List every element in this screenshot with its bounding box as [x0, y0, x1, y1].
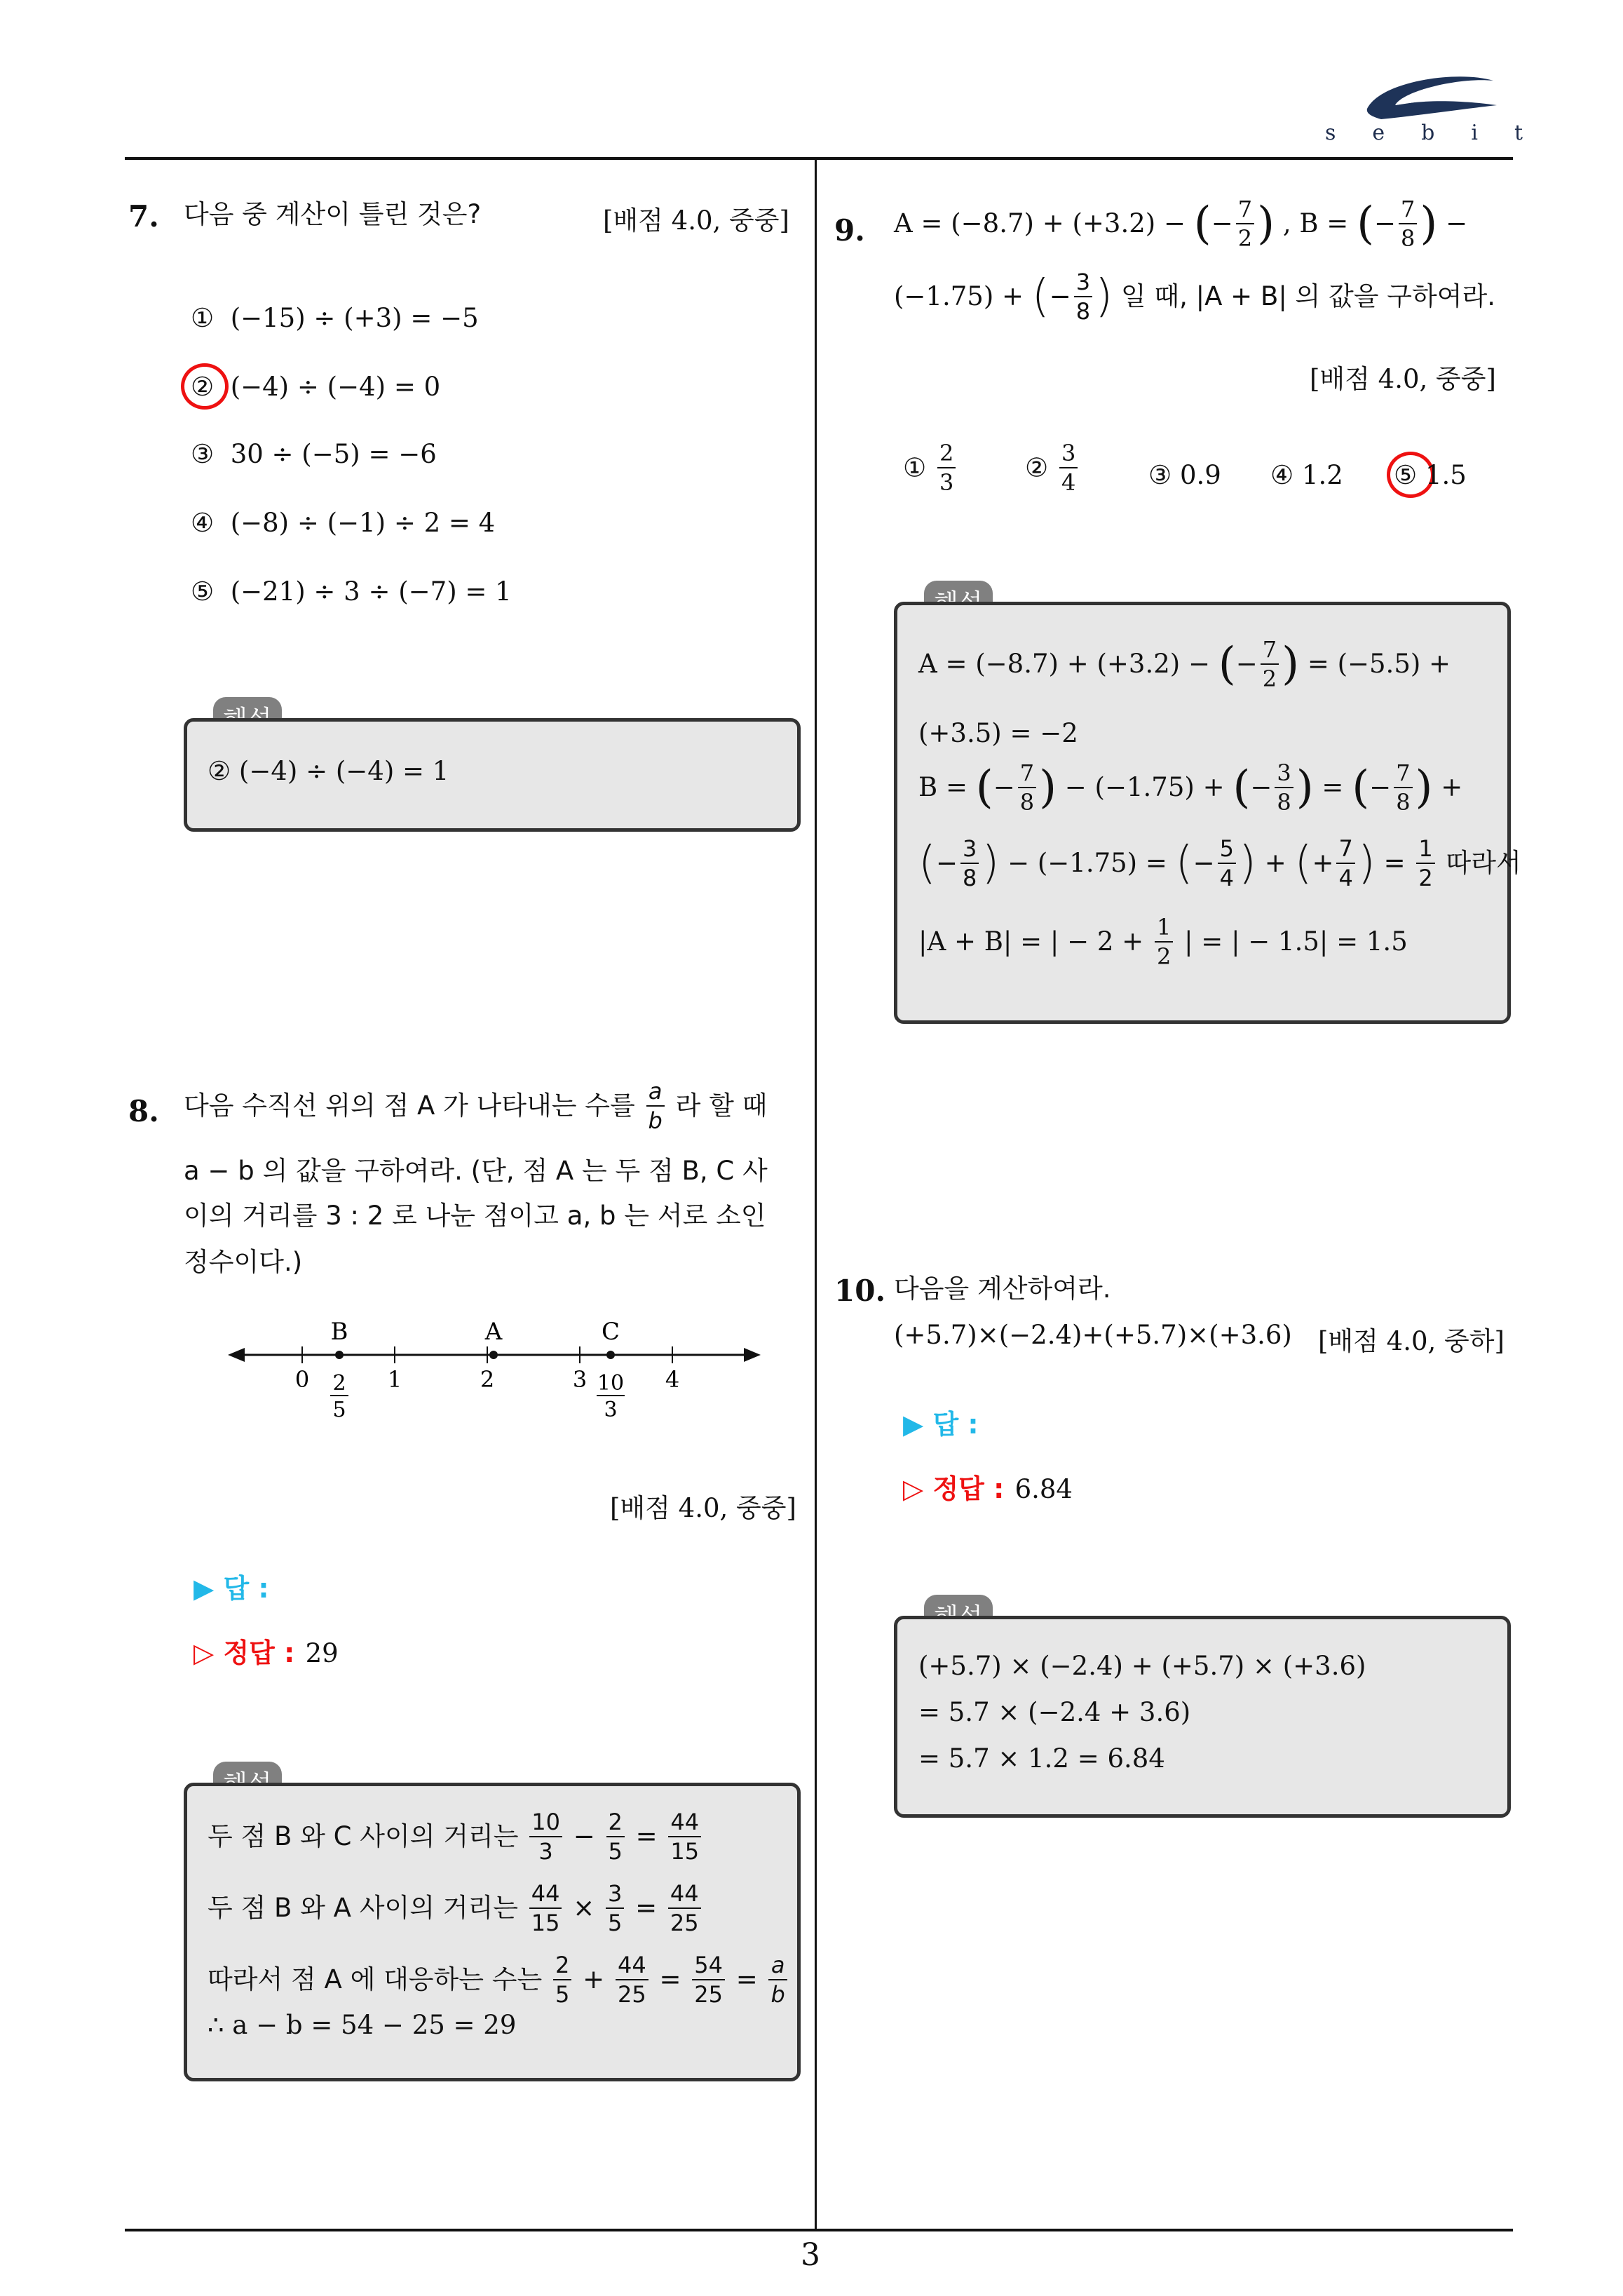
frac-den: 8	[1019, 789, 1035, 816]
choice-expr: (−8) ÷ (−1) ÷ 2 = 4	[230, 508, 496, 538]
frac-num: a	[768, 1954, 787, 1980]
choice-mark: ④	[191, 508, 215, 538]
choice-expr: (−4) ÷ (−4) = 0	[230, 372, 441, 402]
sol-text: = (−5.5) +	[1307, 648, 1451, 679]
frac-den: 5	[555, 1981, 570, 2008]
paren: )	[1257, 198, 1275, 250]
paren: )	[1238, 837, 1256, 889]
frac-den: 2	[1237, 225, 1253, 252]
paren: (	[1352, 762, 1370, 813]
frac-num: 5	[1218, 837, 1236, 864]
frac-num: 54	[692, 1954, 725, 1980]
sol-text: − (−1.75) =	[1007, 847, 1167, 878]
frac-den: 8	[1396, 789, 1411, 816]
q8-correct-value: 29	[305, 1638, 339, 1668]
paren: )	[982, 837, 1000, 889]
frac	[1018, 759, 1036, 816]
choice-mark: ②	[1025, 452, 1049, 483]
frac	[616, 1954, 648, 2006]
q8-line-1a: 다음 수직선 위의 점 A 가 나타내는 수를	[184, 1090, 635, 1121]
q7-choice-3[interactable]	[191, 439, 437, 469]
frac-num: 44	[529, 1882, 562, 1909]
paren: )	[1039, 762, 1057, 813]
frac	[1074, 271, 1092, 323]
q7-choice-4[interactable]	[191, 508, 495, 538]
q8-a-over-b	[646, 1080, 665, 1132]
b-frac-num: 2	[332, 1371, 346, 1396]
paren: )	[1415, 762, 1433, 813]
choice-mark: ⑤	[191, 576, 215, 607]
frac-den: 2	[1418, 865, 1433, 891]
choice-expr: 0.9	[1179, 460, 1221, 490]
frac	[768, 1954, 787, 2006]
paren: )	[1296, 762, 1314, 813]
b-frac-den: 5	[332, 1398, 346, 1422]
c-frac-den: 3	[604, 1398, 618, 1422]
q7-choice-5[interactable]	[191, 576, 512, 607]
paren: (	[1031, 271, 1050, 323]
q7-solution-text: ② (−4) ÷ (−4) = 1	[208, 756, 449, 786]
q8-correct-row	[193, 1631, 339, 1670]
q8-line-1	[184, 1080, 767, 1132]
q8-sol-line-1	[208, 1811, 704, 1863]
q8-sol-line-3	[208, 1954, 790, 2006]
q7-choice-2[interactable]	[191, 372, 440, 402]
q9-choice-4[interactable]	[1270, 460, 1343, 490]
paren: (	[1357, 198, 1375, 250]
sol-text: 두 점 B 와 C 사이의 거리는	[208, 1821, 519, 1851]
q10-correct-value: 6.84	[1014, 1474, 1073, 1504]
frac	[529, 1811, 562, 1863]
frac-num: 2	[606, 1811, 625, 1837]
q9-sol-line-2: (+3.5) = −2	[918, 718, 1078, 748]
label-a: A	[484, 1318, 503, 1346]
frac-den: 25	[670, 1910, 699, 1936]
q8-number: 8.	[128, 1094, 159, 1128]
frac	[960, 837, 979, 889]
frac-den: 8	[962, 865, 977, 891]
choice-mark: ①	[903, 452, 927, 483]
q9-score: [배점 4.0, 중중]	[1310, 364, 1496, 394]
frac	[668, 1811, 701, 1863]
frac-den: 3	[538, 1838, 553, 1865]
frac-num: a	[646, 1080, 665, 1107]
choice-mark: ③	[1148, 460, 1172, 490]
q9-sol-line-3: B = (− $\frac{7}{8}$ ) − (−1.75) + (− $\frac{3}{8}$ ) = (− $\frac{7}{8}$ ) +	[918, 759, 1463, 816]
frac-num: 7	[1018, 762, 1036, 788]
frac	[606, 1811, 625, 1863]
frac-num: 2	[553, 1954, 571, 1980]
q7-number: 7.	[128, 199, 159, 234]
frac-den: 25	[617, 1981, 646, 2008]
logo-text: sebit	[1325, 121, 1560, 145]
q9-sol-line-4: (− $\frac{3}{8}$ ) − (−1.75) = (− $\frac{5}{4}$ ) + (+ $\frac{7}{4}$ ) = $\frac{1}{2}$ 따라서	[918, 835, 1521, 891]
q10-correct-row	[903, 1467, 1073, 1506]
q10-answer-label: ▶ 답 :	[903, 1409, 979, 1440]
q8-sol-line-4: ∴ a − b = 54 − 25 = 29	[208, 2010, 517, 2040]
frac	[692, 1954, 725, 2006]
frac	[1059, 442, 1078, 494]
frac-num: 3	[1074, 271, 1092, 297]
frac-den: 8	[1075, 298, 1091, 325]
frac-den: 2	[1262, 666, 1277, 692]
point-a	[489, 1351, 498, 1359]
frac-num: 10	[529, 1811, 562, 1837]
frac-num: 1	[1416, 837, 1434, 864]
q8-answer-label: ▶ 답 :	[193, 1573, 269, 1604]
sol-text: +	[1264, 847, 1286, 878]
op: +	[583, 1964, 605, 1994]
choice-expr: 1.2	[1301, 460, 1343, 490]
choice-expr: 30 ÷ (−5) = −6	[230, 439, 437, 469]
frac-num: 2	[937, 442, 956, 468]
choice-mark: ⑤	[1394, 460, 1418, 490]
frac	[1399, 198, 1417, 250]
frac-den: b	[770, 1981, 785, 2008]
frac-num: 44	[668, 1882, 701, 1909]
frac-num: 3	[960, 837, 979, 864]
frac-num: 44	[668, 1811, 701, 1837]
sol-text: |A + B| = | − 2 +	[918, 926, 1144, 957]
paren: (	[1218, 638, 1236, 690]
frac	[1236, 198, 1254, 250]
tick-label-2: 2	[480, 1366, 495, 1393]
op: =	[735, 1964, 758, 1994]
q9-line-2: (−1.75) + (− $\frac{3}{8}$ ) 일 때, |A + B| 의 값을 구하여라.	[894, 269, 1496, 325]
frac	[937, 442, 956, 494]
column-divider	[815, 160, 817, 2230]
frac-den: 5	[608, 1838, 623, 1865]
tick-label-3: 3	[572, 1366, 588, 1393]
q8-number-line	[228, 1311, 761, 1431]
q9-choice-2[interactable]	[1025, 442, 1080, 494]
frac-den: b	[648, 1107, 663, 1134]
q9-l1c: −	[1446, 208, 1468, 238]
q9-l1a: A = (−8.7) + (+3.2) −	[894, 208, 1186, 238]
op: ×	[573, 1892, 595, 1923]
paren: (	[1232, 762, 1251, 813]
choice-expr: 1.5	[1425, 460, 1467, 490]
frac	[1394, 759, 1412, 816]
q8-correct-label: ▷ 정답 :	[193, 1637, 295, 1668]
frac-den: 15	[670, 1838, 700, 1865]
frac-den: 2	[1156, 943, 1172, 970]
frac-den: 4	[1061, 469, 1076, 496]
page-number: 3	[801, 2237, 820, 2273]
sol-text: A = (−8.7) + (+3.2) −	[918, 648, 1210, 679]
frac-num: 7	[1236, 198, 1254, 224]
frac-num: 1	[1155, 916, 1173, 943]
op: =	[635, 1892, 658, 1923]
top-rule	[125, 157, 1513, 160]
q10-expression: (+5.7)×(−2.4)+(+5.7)×(+3.6)	[894, 1320, 1292, 1350]
frac-num: 7	[1394, 762, 1412, 788]
frac	[1336, 837, 1354, 889]
choice-mark: ①	[191, 303, 215, 333]
q9-sol-line-1: A = (−8.7) + (+3.2) − (− $\frac{7}{2}$ ) = (−5.5) +	[918, 636, 1451, 692]
q9-choice-5[interactable]	[1394, 460, 1467, 490]
sol-text: 두 점 B 와 A 사이의 거리는	[208, 1892, 518, 1923]
q9-sol-line-5	[918, 916, 1408, 968]
frac-num: 7	[1399, 198, 1417, 224]
sol-text: | = | − 1.5| = 1.5	[1184, 926, 1408, 957]
q9-number: 9.	[834, 213, 865, 248]
q8-score: [배점 4.0, 중중]	[610, 1493, 796, 1523]
paren: )	[1095, 271, 1113, 323]
q9-l1b: , B =	[1282, 208, 1349, 238]
paren: )	[1420, 198, 1438, 250]
frac-den: 8	[1401, 225, 1415, 252]
op: =	[635, 1821, 658, 1851]
sol-text: =	[1322, 771, 1344, 802]
frac	[606, 1882, 624, 1934]
q9-choice-1[interactable]	[903, 442, 958, 494]
q8-line-1b: 라 할 때	[675, 1090, 768, 1121]
frac	[1218, 837, 1236, 889]
op: −	[573, 1821, 595, 1851]
frac-den: 25	[694, 1981, 723, 2008]
q10-sol-line-1: (+5.7) × (−2.4) + (+5.7) × (+3.6)	[918, 1651, 1366, 1681]
frac-num: 7	[1261, 638, 1279, 665]
bottom-rule	[125, 2229, 1513, 2231]
c-frac-num: 10	[597, 1371, 625, 1396]
frac-num: 3	[1275, 762, 1293, 788]
q8-line-4: 정수이다.)	[184, 1247, 303, 1277]
op: =	[659, 1964, 681, 1994]
point-c	[606, 1351, 615, 1359]
sol-text: 따라서	[1446, 847, 1521, 878]
sol-text: =	[1383, 847, 1406, 878]
sol-text: +	[1441, 771, 1463, 802]
q9-line-1: A = (−8.7) + (+3.2) − (− $\frac{7}{2}$ ) , B = (− $\frac{7}{8}$ ) −	[894, 196, 1468, 252]
q8-sol-line-2	[208, 1882, 704, 1934]
q9-l2b: 일 때, |A + B| 의 값을 구하여라.	[1120, 281, 1496, 311]
sol-text: 따라서 점 A 에 대응하는 수는	[208, 1964, 543, 1994]
choice-mark: ②	[191, 372, 215, 402]
frac-den: 3	[939, 469, 954, 496]
tick-label-0: 0	[294, 1366, 310, 1393]
point-b	[335, 1351, 344, 1359]
paren: (	[1193, 198, 1211, 250]
q10-sol-line-3: = 5.7 × 1.2 = 6.84	[918, 1743, 1165, 1774]
frac-den: 15	[531, 1910, 560, 1936]
q10-score: [배점 4.0, 중하]	[1318, 1326, 1505, 1356]
frac	[529, 1882, 562, 1934]
frac	[668, 1882, 701, 1934]
choice-expr: (−21) ÷ 3 ÷ (−7) = 1	[230, 576, 512, 607]
q9-choice-3[interactable]	[1148, 460, 1221, 490]
frac-den: 5	[607, 1910, 623, 1936]
label-c: C	[601, 1318, 620, 1346]
tick-label-1: 1	[387, 1366, 402, 1393]
frac-num: 7	[1336, 837, 1354, 864]
frac-num: 44	[616, 1954, 648, 1980]
q8-line-3: 이의 거리를 3 : 2 로 나눈 점이고 a, b 는 서로 소인	[184, 1201, 766, 1231]
frac-num: 3	[1059, 442, 1078, 468]
q10-number: 10.	[834, 1274, 886, 1308]
frac	[1261, 638, 1279, 690]
frac-den: 4	[1219, 865, 1234, 891]
label-b: B	[330, 1318, 348, 1346]
paren: (	[1175, 837, 1193, 889]
frac-den: 4	[1338, 865, 1353, 891]
q10-question: 다음을 계산하여라.	[894, 1274, 1111, 1304]
frac-den: 8	[1277, 789, 1291, 816]
q8-line-2: a − b 의 값을 구하여라. (단, 점 A 는 두 점 B, C 사	[184, 1156, 768, 1186]
frac-num: 3	[606, 1882, 624, 1909]
tick-label-4: 4	[665, 1366, 680, 1393]
choice-expr: (−15) ÷ (+3) = −5	[230, 303, 479, 333]
q10-sol-line-2: = 5.7 × (−2.4 + 3.6)	[918, 1697, 1191, 1727]
choice-mark: ④	[1270, 460, 1294, 490]
q7-score: [배점 4.0, 중중]	[603, 205, 789, 236]
frac	[1155, 916, 1173, 968]
q7-choice-1[interactable]	[191, 303, 479, 333]
sol-text: − (−1.75) +	[1064, 771, 1225, 802]
paren: (	[975, 762, 993, 813]
paren: )	[1282, 638, 1300, 690]
paren: )	[1357, 837, 1376, 889]
frac	[553, 1954, 571, 2006]
frac	[1275, 759, 1293, 816]
q10-correct-label: ▷ 정답 :	[903, 1473, 1005, 1504]
sol-text: B =	[918, 771, 967, 802]
paren: (	[1294, 837, 1312, 889]
choice-mark: ③	[191, 439, 215, 469]
frac	[1416, 837, 1434, 889]
q9-l2a: (−1.75) +	[894, 281, 1024, 311]
q7-question: 다음 중 계산이 틀린 것은?	[184, 199, 482, 229]
paren: (	[918, 837, 936, 889]
